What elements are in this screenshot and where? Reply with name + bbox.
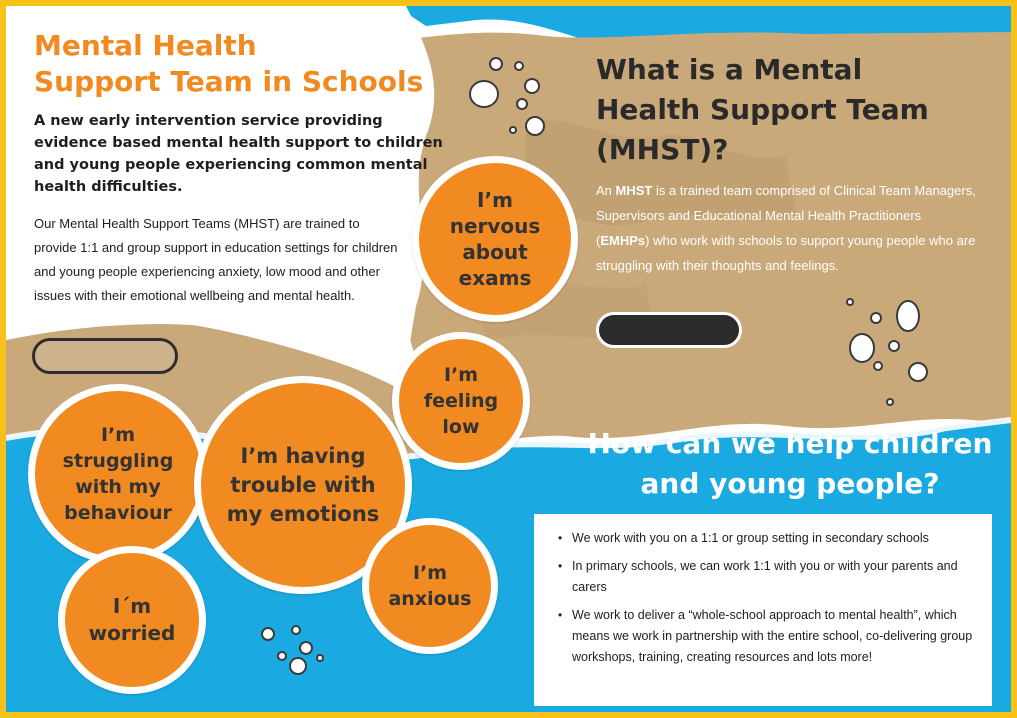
intro-paragraph: Our Mental Health Support Teams (MHST) are trained to provide 1:1 and group support in education settings for children and young people experiencing anxiety, low mood and other issues with their emotional wellbeing and mental health.	[34, 216, 398, 303]
bubble-text: anxious	[388, 588, 472, 610]
decorative-pill-left	[32, 338, 178, 374]
page-title	[34, 28, 434, 100]
mhst-heading	[596, 50, 956, 170]
bubble-text: about	[462, 240, 528, 264]
help-list	[558, 528, 978, 668]
decorative-pill-right	[596, 312, 742, 348]
help-list-box	[534, 514, 992, 706]
lead-paragraph: A new early intervention service providing evidence based mental health support to children and young people experiencing common mental health difficulties.	[34, 113, 443, 195]
help-list-item: • We work with you on a 1:1 or group setting in secondary schools	[558, 528, 978, 549]
mhst-description	[596, 178, 976, 278]
bubble-nervous-about-exams	[412, 156, 578, 322]
help-heading	[580, 424, 1000, 504]
mhst-heading-line-2: Health Support Team	[596, 93, 929, 126]
bubble-text: low	[442, 416, 480, 438]
bubble-text: my emotions	[226, 501, 380, 526]
title-line-1: Mental Health	[34, 29, 257, 62]
mhst-desc-prefix: An	[596, 183, 616, 198]
bubble-text: nervous	[449, 214, 541, 238]
help-list-item: • We work to deliver a “whole-school approach to mental health”, which means we work in partnership with the entire school, co-delivering group workshops, training, creating resources and lots more!	[558, 605, 978, 668]
help-heading-line-1: How can we help children	[587, 427, 993, 460]
mhst-heading-line-3: (MHST)?	[596, 133, 729, 166]
bubble-text: worried	[88, 621, 176, 645]
bubble-text: I’m	[477, 188, 513, 212]
bubble-text: I’m	[412, 562, 448, 584]
mhst-desc-suffix: ) who work with schools to support young people who are struggling with their thoughts and feelings.	[596, 233, 976, 273]
bubble-text: trouble with	[230, 472, 376, 497]
bubble-text: I´m	[112, 594, 152, 618]
bubble-text: behaviour	[64, 502, 172, 524]
title-line-2: Support Team in Schools	[34, 65, 424, 98]
bubble-text: with my	[75, 476, 161, 498]
mhst-desc-mid: is a trained team comprised of Clinical Team Managers, Supervisors and Educational Mental Health Practitioners (	[596, 183, 976, 248]
mhst-desc-bold-2: EMHPs	[600, 233, 646, 248]
bubble-text: I’m having	[240, 443, 366, 468]
mhst-heading-line-1: What is a Mental	[596, 53, 863, 86]
help-list-item: • In primary schools, we can work 1:1 with you or with your parents and carers	[558, 556, 978, 598]
help-heading-line-2: and young people?	[640, 467, 940, 500]
bubble-text: I’m	[100, 424, 136, 446]
mhst-desc-bold-1: MHST	[615, 183, 653, 198]
bubble-text: struggling	[62, 450, 174, 472]
bubble-struggling-behaviour	[28, 384, 208, 564]
bubble-text: exams	[458, 266, 532, 290]
bubble-worried	[58, 546, 206, 694]
bubble-anxious	[362, 518, 498, 654]
bubble-text: I’m	[443, 364, 479, 386]
bubble-feeling-low	[392, 332, 530, 470]
bubble-text: feeling	[423, 390, 499, 412]
